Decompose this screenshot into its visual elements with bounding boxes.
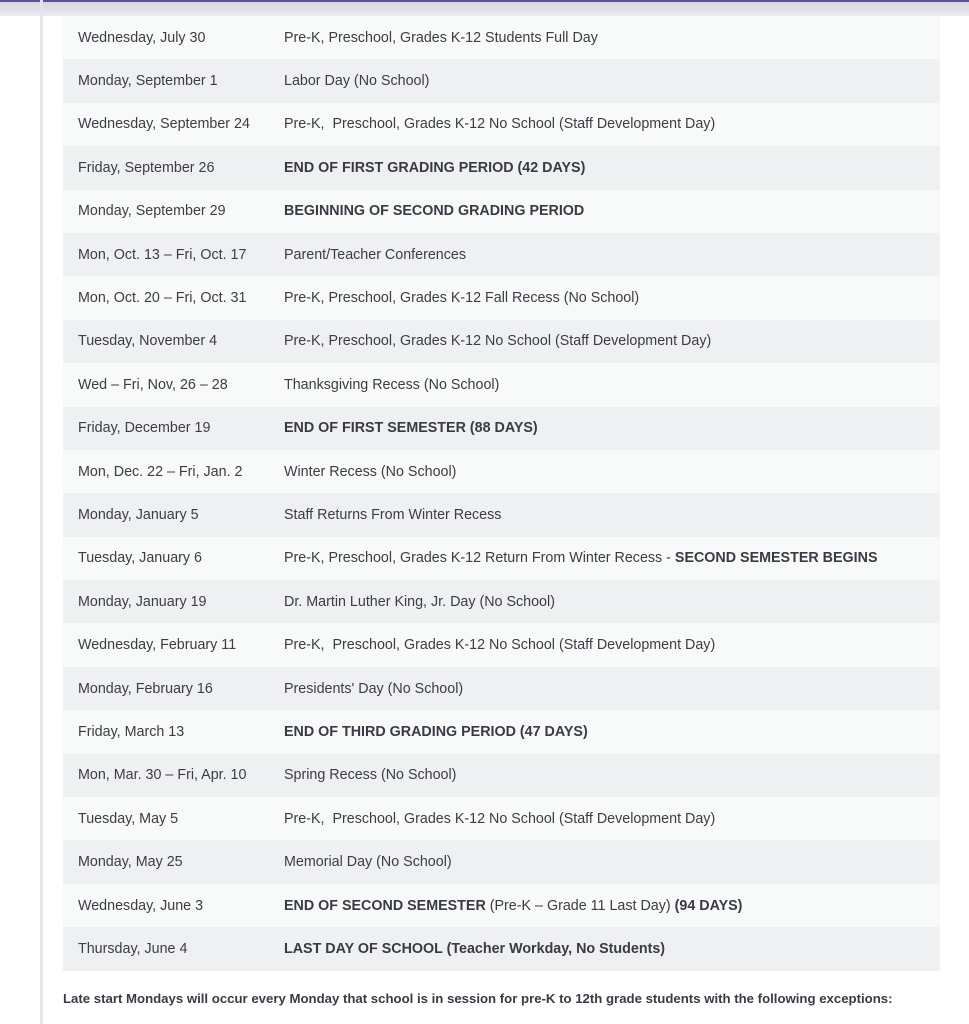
event-text: Parent/Teacher Conferences (284, 246, 466, 263)
calendar-date: Tuesday, November 4 (78, 333, 218, 350)
calendar-date: Wednesday, June 3 (78, 897, 204, 914)
calendar-date: Mon, Oct. 20 – Fri, Oct. 31 (78, 290, 247, 307)
event-text: Memorial Day (No School) (284, 854, 452, 871)
event-emphasis: END OF FIRST GRADING PERIOD (42 DAYS) (284, 159, 586, 176)
event-text: Winter Recess (No School) (284, 463, 457, 480)
calendar-event (284, 724, 940, 740)
calendar-event (284, 290, 940, 306)
calendar-row (63, 320, 940, 363)
event-text: (Pre-K – Grade 11 Last Day) (485, 897, 675, 914)
calendar-event (284, 637, 940, 653)
top-scroll-shadow (0, 0, 969, 16)
calendar-event (284, 594, 940, 610)
calendar-row (63, 407, 940, 450)
calendar-date: Mon, Oct. 13 – Fri, Oct. 17 (78, 246, 247, 263)
calendar-date: Monday, January 5 (78, 506, 199, 523)
calendar-row (63, 450, 940, 493)
event-emphasis: (94 DAYS) (674, 897, 743, 914)
event-text: Pre-K, Preschool, Grades K-12 No School (Staff Development Day) (284, 116, 716, 133)
event-text: Pre-K, Preschool, Grades K-12 Fall Recess (No School) (284, 290, 640, 307)
calendar-date: Friday, December 19 (78, 420, 211, 437)
calendar-row (63, 580, 940, 623)
event-emphasis: SECOND SEMESTER BEGINS (674, 550, 878, 567)
calendar-row (63, 59, 940, 102)
calendar-row (63, 623, 940, 666)
calendar-row (63, 840, 940, 883)
event-emphasis: END OF THIRD GRADING PERIOD (47 DAYS) (284, 723, 588, 740)
calendar-date: Mon, Dec. 22 – Fri, Jan. 2 (78, 463, 243, 480)
event-emphasis: END OF SECOND SEMESTER (284, 897, 486, 914)
event-text: Spring Recess (No School) (284, 767, 457, 784)
event-emphasis: LAST DAY OF SCHOOL (Teacher Workday, No Students) (284, 940, 666, 957)
event-text: Pre-K, Preschool, Grades K-12 No School (Staff Development Day) (284, 637, 716, 654)
calendar-date: Wednesday, July 30 (78, 29, 206, 46)
calendar-event (284, 464, 940, 480)
calendar-row (63, 103, 940, 146)
event-text: Thanksgiving Recess (No School) (284, 376, 500, 393)
calendar-date: Monday, January 19 (78, 593, 207, 610)
calendar-date: Friday, September 26 (78, 159, 215, 176)
calendar-event (284, 767, 940, 783)
calendar-event (284, 203, 940, 219)
late-start-note: Late start Mondays will occur every Monday that school is in session for pre-K to 12th grade students with the following exceptions: (63, 991, 893, 1006)
calendar-row (63, 190, 940, 233)
calendar-date: Monday, February 16 (78, 680, 213, 697)
calendar-event (284, 898, 940, 914)
calendar-event (284, 73, 940, 89)
calendar-row (63, 754, 940, 797)
calendar-event (284, 681, 940, 697)
calendar-date: Tuesday, January 6 (78, 550, 202, 567)
event-emphasis: END OF FIRST SEMESTER (88 DAYS) (284, 420, 538, 437)
calendar-event (284, 811, 940, 827)
calendar-row (63, 884, 940, 927)
calendar-event (284, 854, 940, 870)
calendar-row (63, 233, 940, 276)
calendar-row (63, 797, 940, 840)
event-text: Pre-K, Preschool, Grades K-12 No School (Staff Development Day) (284, 333, 712, 350)
event-text: Dr. Martin Luther King, Jr. Day (No School) (284, 593, 555, 610)
calendar-date: Monday, September 29 (78, 203, 226, 220)
calendar-date: Mon, Mar. 30 – Fri, Apr. 10 (78, 767, 247, 784)
event-text: Staff Returns From Winter Recess (284, 506, 502, 523)
calendar-event (284, 507, 940, 523)
event-text: Pre-K, Preschool, Grades K-12 No School (Staff Development Day) (284, 810, 716, 827)
calendar-event (284, 247, 940, 263)
calendar-date: Wed – Fri, Nov, 26 – 28 (78, 376, 228, 393)
calendar-event (284, 941, 940, 957)
calendar-event (284, 116, 940, 132)
calendar-row (63, 667, 940, 710)
calendar-row (63, 493, 940, 536)
calendar-row (63, 16, 940, 59)
calendar-date: Monday, May 25 (78, 854, 183, 871)
calendar-date: Thursday, June 4 (78, 940, 188, 957)
calendar-date: Friday, March 13 (78, 723, 185, 740)
event-text: Presidents' Day (No School) (284, 680, 464, 697)
calendar-row (63, 927, 940, 970)
event-text: Pre-K, Preschool, Grades K-12 Students Full Day (284, 29, 598, 46)
calendar-row (63, 276, 940, 319)
event-emphasis: BEGINNING OF SECOND GRADING PERIOD (284, 203, 585, 220)
calendar-row (63, 363, 940, 406)
calendar-row (63, 710, 940, 753)
calendar-event (284, 550, 940, 566)
event-text: Pre-K, Preschool, Grades K-12 Return From Winter Recess - (284, 550, 675, 567)
calendar-row (63, 537, 940, 580)
calendar-event (284, 420, 940, 436)
calendar-event (284, 30, 940, 46)
event-text: Labor Day (No School) (284, 73, 430, 90)
calendar-event (284, 333, 940, 349)
calendar-date: Wednesday, September 24 (78, 116, 250, 133)
school-calendar-table (63, 16, 940, 971)
calendar-date: Tuesday, May 5 (78, 810, 179, 827)
calendar-date: Monday, September 1 (78, 73, 218, 90)
calendar-row (63, 146, 940, 189)
calendar-event (284, 160, 940, 176)
left-border (40, 0, 43, 1024)
calendar-date: Wednesday, February 11 (78, 637, 237, 654)
calendar-event (284, 377, 940, 393)
